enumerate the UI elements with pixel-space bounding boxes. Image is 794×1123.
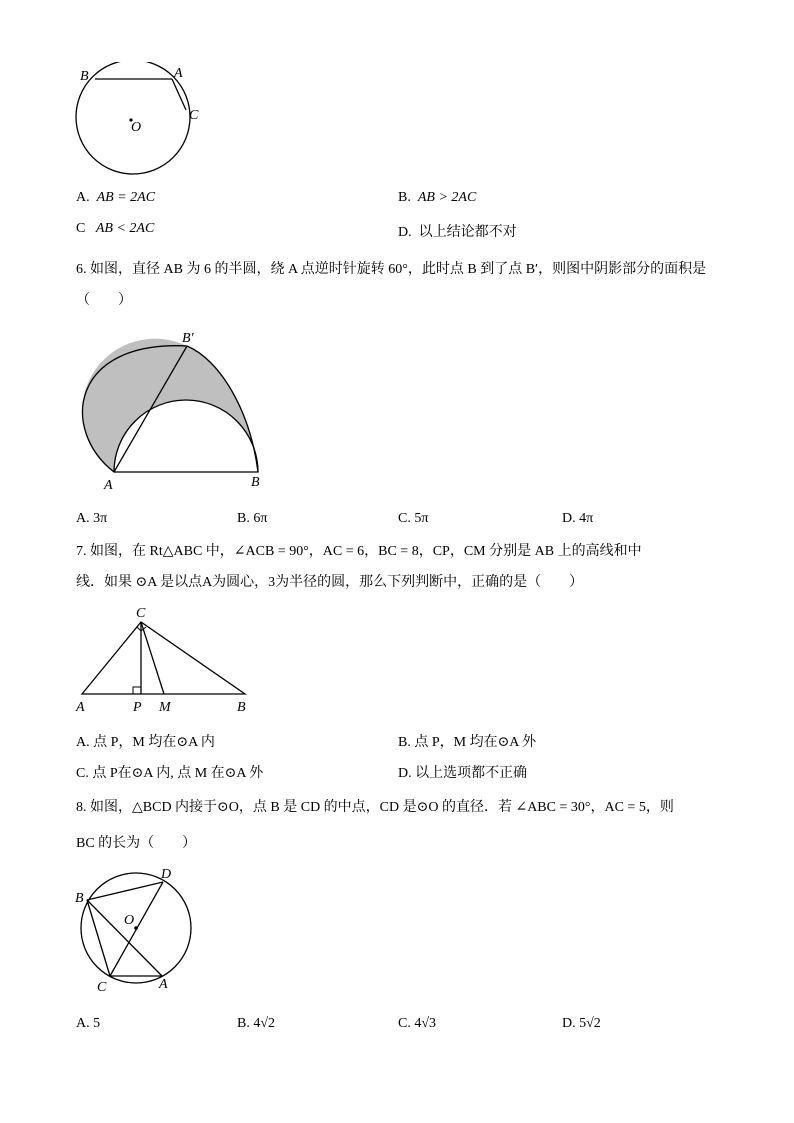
q7-right-angle-p: [133, 687, 141, 694]
q6-option-a[interactable]: A. 3π: [76, 511, 108, 526]
q5-label-o: O: [131, 120, 142, 135]
q5-figure: [70, 62, 220, 182]
q5-option-b-letter: B.: [398, 190, 411, 205]
q5-label-a: A: [174, 66, 183, 81]
q8-line-bd: [87, 882, 163, 900]
q6-option-d[interactable]: D. 4π: [562, 511, 594, 526]
q5-option-b-expr: AB > 2AC: [417, 190, 477, 205]
q5-option-c-letter: C: [76, 221, 86, 236]
q7-median-cm: [141, 622, 164, 694]
q8-figure: [70, 862, 200, 992]
q7-label-m: M: [159, 700, 171, 715]
q5-label-b: B: [80, 69, 89, 84]
q8-option-b[interactable]: B. 4√2: [237, 1016, 276, 1031]
q7-option-d[interactable]: D. 以上选项都不正确: [398, 766, 528, 781]
q7-label-p: P: [133, 700, 142, 715]
q5-option-c-expr: AB < 2AC: [95, 221, 155, 236]
q7-stem-line1: 7. 如图，在 Rt△ABC 中，∠ACB = 90°，AC = 6，BC = 8，CP，CM 分别是 AB 上的高线和中: [76, 544, 642, 559]
q6-stem-line2: （ ）: [76, 293, 132, 308]
q8-label-d: D: [161, 867, 172, 882]
q5-option-d-expr: 以上结论都不对: [418, 225, 517, 240]
q7-label-c: C: [136, 606, 146, 621]
q8-option-a[interactable]: A. 5: [76, 1016, 101, 1031]
q6-figure: [70, 328, 270, 493]
q5-option-d[interactable]: [398, 221, 517, 241]
q5-option-d-letter: D.: [398, 225, 412, 240]
q7-label-a: A: [76, 700, 85, 715]
q8-option-d[interactable]: D. 5√2: [562, 1016, 601, 1031]
q6-label-b-prime: B′: [182, 331, 194, 346]
q8-stem-line1: 8. 如图，△BCD 内接于⊙O，点 B 是 CD 的中点，CD 是⊙O 的直径．若 ∠ABC = 30°，AC = 5，则: [76, 800, 674, 815]
q8-label-c: C: [97, 980, 107, 992]
q5-option-a-expr: AB = 2AC: [96, 190, 156, 205]
q7-stem-line2: 线．如果 ⊙A 是以点A为圆心，3为半径的圆，那么下列判断中，正确的是（ ）: [76, 575, 584, 590]
q7-figure: [70, 600, 260, 718]
q6-option-c[interactable]: C. 5π: [398, 511, 429, 526]
q7-option-a[interactable]: A. 点 P，M 均在⊙A 内: [76, 735, 215, 750]
q5-label-c: C: [189, 108, 199, 123]
q5-option-c[interactable]: [76, 221, 154, 237]
q8-center-dot: [134, 926, 138, 930]
q7-option-c[interactable]: C. 点 P在⊙A 内, 点 M 在⊙A 外: [76, 766, 264, 781]
q5-option-a-letter: A.: [76, 190, 90, 205]
q8-label-b: B: [75, 891, 84, 906]
q7-option-b[interactable]: B. 点 P，M 均在⊙A 外: [398, 735, 537, 750]
q5-option-a[interactable]: [76, 190, 155, 206]
q8-option-c[interactable]: C. 4√3: [398, 1016, 437, 1031]
q7-label-b: B: [237, 700, 246, 715]
q6-stem-line1: 6. 如图，直径 AB 为 6 的半圆，绕 A 点逆时针旋转 60°，此时点 B 到了点 B′，则图中阴影部分的面积是: [76, 262, 707, 277]
q8-stem-line2: BC 的长为（ ）: [76, 836, 197, 851]
q8-label-o: O: [124, 913, 135, 928]
q6-label-a: A: [104, 478, 113, 493]
q8-label-a: A: [159, 977, 168, 992]
q5-option-b[interactable]: [398, 190, 476, 206]
q6-option-b[interactable]: B. 6π: [237, 511, 268, 526]
q7-triangle-abc: [82, 622, 245, 694]
q6-label-b: B: [251, 475, 260, 490]
